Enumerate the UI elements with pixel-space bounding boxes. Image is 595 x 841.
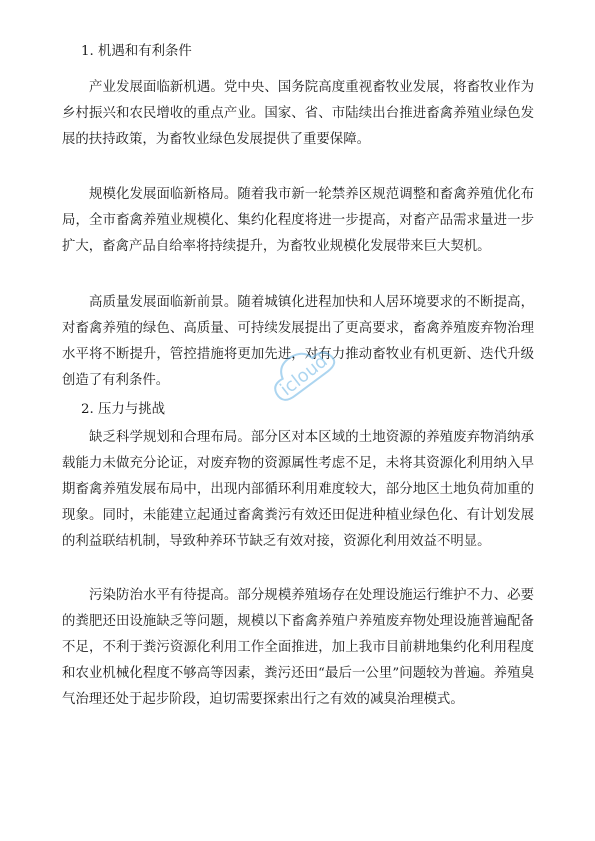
paragraph-scale-development: 规模化发展面临新格局。随着我市新一轮禁养区规范调整和畜禽养殖优化布局，全市畜禽养殖业规模化、集约化程度将进一步提高，对畜产品需求量进一步扩大，畜禽产品自给率将持续提升，为畜牧业规模化发展带来巨大契机。: [62, 187, 534, 254]
paragraph-industry-opportunity: 产业发展面临新机遇。党中央、国务院高度重视畜牧业发展，将畜牧业作为乡村振兴和农民增收的重点产业。国家、省、市陆续出台推进畜禽养殖业绿色发展的扶持政策，为畜牧业绿色发展提供了重要保障。: [62, 80, 534, 147]
section-heading-pressure: 2. 压力与挑战: [81, 402, 165, 417]
watermark-text: icloud: [276, 350, 332, 401]
paragraph-lack-of-planning: 缺乏科学规划和合理布局。部分区对本区域的土地资源的养殖废弃物消纳承载能力未做充分论证，对废弃物的资源属性考虑不足，未将其资源化利用纳入早期畜禽养殖发展布局中，出现内部循环利用难度较大，部分地区土地负荷加重的现象。同时，未能建立起通过畜禽粪污有效还田促进种植业绿色化、有计划发展的利益联结机制，导致种养环节缺乏有效对接，资源化利用效益不明显。: [62, 430, 534, 549]
section-heading-opportunities: 1. 机遇和有利条件: [81, 44, 192, 59]
paragraph-high-quality-development: 高质量发展面临新前景。随着城镇化进程加快和人居环境要求的不断提高，对畜禽养殖的绿色、高质量、可持续发展提出了更高要求，畜禽养殖废弃物治理水平将不断提升，管控措施将更加先进，对有力推动畜牧业有机更新、迭代升级创造了有利条件。: [62, 295, 534, 388]
paragraph-pollution-control: 污染防治水平有待提高。部分规模养殖场存在处理设施运行维护不力、必要的粪肥还田设施缺乏等问题，规模以下畜禽养殖户养殖废弃物处理设施普遍配备不足，不利于粪污资源化利用工作全面推进，加上我市目前耕地集约化利用程度和农业机械化程度不够高等因素，粪污还田“最后一公里”问题较为普遍。养殖臭气治理还处于起步阶段，迫切需要探索出行之有效的减臭治理模式。: [62, 588, 534, 707]
